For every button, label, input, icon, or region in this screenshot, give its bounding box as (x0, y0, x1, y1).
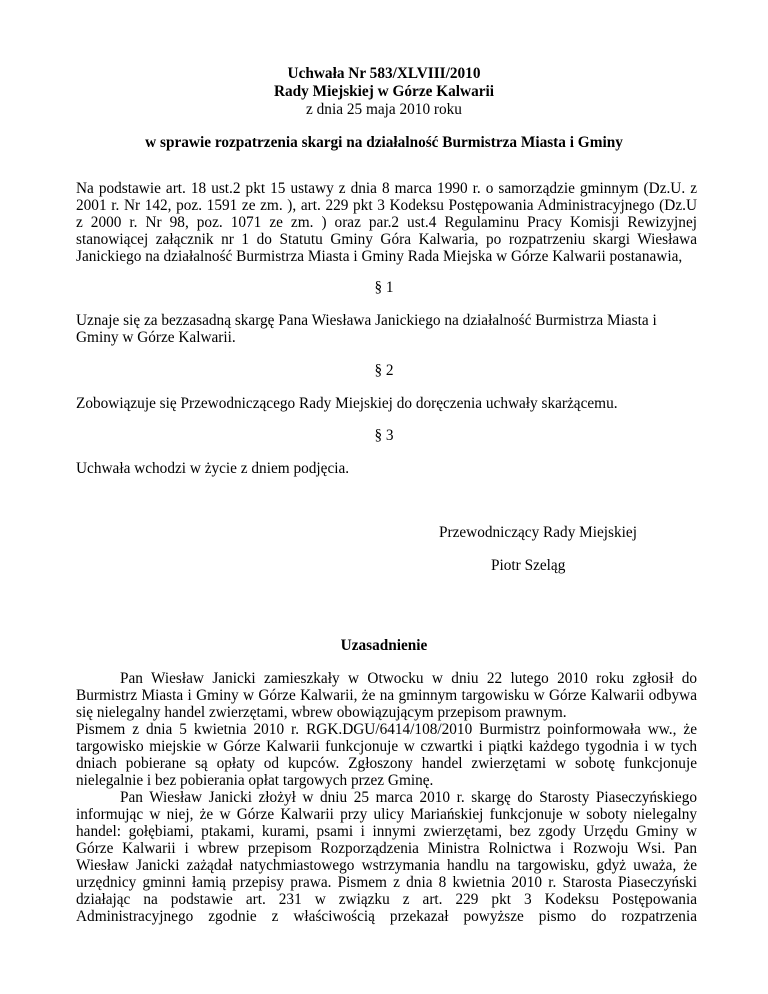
justification-line: dniach pobierane są opłaty od kupców. Zgłoszony handel zwierzętami w sobotę funkcjonuje (76, 755, 697, 772)
justification-line: się nielegalny handel zwierzętami, wbrew obowiązującym przepisom prawnym. (76, 704, 567, 721)
justification-line: nielegalnie i bez pobierania opłat targowych przez Gminę. (76, 772, 434, 789)
section-3-text: Uchwała wchodzi w życie z dniem podjęcia. (76, 460, 350, 477)
section-1-mark: § 1 (374, 279, 394, 296)
section-2-text: Zobowiązuje się Przewodniczącego Rady Miejskiej do doręczenia uchwały skarżącemu. (76, 395, 618, 412)
justification-body (76, 670, 697, 925)
justification-line: targowisko miejskie w Górze Kalwarii funkcjonuje w czwartki i piątki każdego tygodnia i w tych (76, 738, 697, 755)
preamble-line: 2001 r. Nr 142, poz. 1591 ze zm. ), art. 229 pkt 3 Kodeksu Postępowania Administracyjnego (Dz.U (76, 197, 697, 214)
preamble-line: stanowiącej załącznik nr 1 do Statutu Gminy Góra Kalwaria, po rozpatrzeniu skargi Wiesława (76, 231, 697, 248)
justification-line: urzędnicy gminni łamią przepisy prawa. Pismem z dnia 8 kwietnia 2010 r. Starosta Piaseczyński (76, 874, 697, 891)
signature-title: Przewodniczący Rady Miejskiej (439, 524, 637, 541)
justification-line: Administracyjnego zgodnie z właściwością przekazał powyższe pismo do rozpatrzenia (76, 908, 697, 925)
section-1-line: Gminy w Górze Kalwarii. (76, 329, 236, 346)
justification-line: Górze Kalwarii i wbrew przepisom Rozporządzenia Ministra Rolnictwa i Rozwoju Wsi. Pan (76, 840, 697, 857)
section-2-mark: § 2 (374, 362, 394, 379)
signature-name: Piotr Szeląg (491, 557, 566, 574)
justification-line: działając na podstawie art. 231 w związku z art. 229 pkt 3 Kodeksu Postępowania (76, 891, 697, 908)
preamble (76, 180, 697, 265)
resolution-date: z dnia 25 maja 2010 roku (306, 101, 462, 118)
justification-heading: Uzasadnienie (340, 637, 428, 654)
preamble-line: z 2000 r. Nr 98, poz. 1071 ze zm. ) oraz par.2 ust.4 Regulaminu Pracy Komisji Rewizyjnej (76, 214, 697, 231)
section-1-text (76, 312, 657, 346)
preamble-line: Na podstawie art. 18 ust.2 pkt 15 ustawy z dnia 8 marca 1990 r. o samorządzie gminnym (Dz.U. z (76, 180, 697, 197)
justification-line: Wiesław Janicki zażądał natychmiastowego wstrzymania handlu na targowisku, gdyż uważa, że (76, 857, 697, 874)
resolution-number: Uchwała Nr 583/XLVIII/2010 (287, 65, 481, 82)
council-name: Rady Miejskiej w Górze Kalwarii (273, 83, 495, 100)
section-1-line: Uznaje się za bezzasadną skargę Pana Wiesława Janickiego na działalność Burmistrza Miasta i (76, 312, 657, 329)
justification-line: Pan Wiesław Janicki zamieszkały w Otwocku w dniu 22 lutego 2010 roku zgłosił do (120, 670, 697, 687)
justification-line: informując w niej, że w Górze Kalwarii przy ulicy Mariańskiej funkcjonuje w soboty nielegalny (76, 806, 697, 823)
section-3-mark: § 3 (374, 427, 394, 444)
justification-line: handel: gołębiami, ptakami, kurami, psami i innymi zwierzętami, bez zgody Urzędu Gminy w (76, 823, 697, 840)
preamble-line: Janickiego na działalność Burmistrza Miasta i Gminy Rada Miejska w Górze Kalwarii postanawia, (76, 248, 683, 265)
justification-line: Pismem z dnia 5 kwietnia 2010 r. RGK.DGU/6414/108/2010 Burmistrz poinformowała ww., że (76, 721, 697, 738)
resolution-subject: w sprawie rozpatrzenia skargi na działalność Burmistrza Miasta i Gminy (145, 134, 623, 151)
justification-line: Pan Wiesław Janicki złożył w dniu 25 marca 2010 r. skargę do Starosty Piaseczyńskiego (120, 789, 697, 806)
justification-line: Burmistrz Miasta i Gminy w Górze Kalwarii, że na gminnym targowisku w Górze Kalwarii odbywa (76, 687, 697, 704)
